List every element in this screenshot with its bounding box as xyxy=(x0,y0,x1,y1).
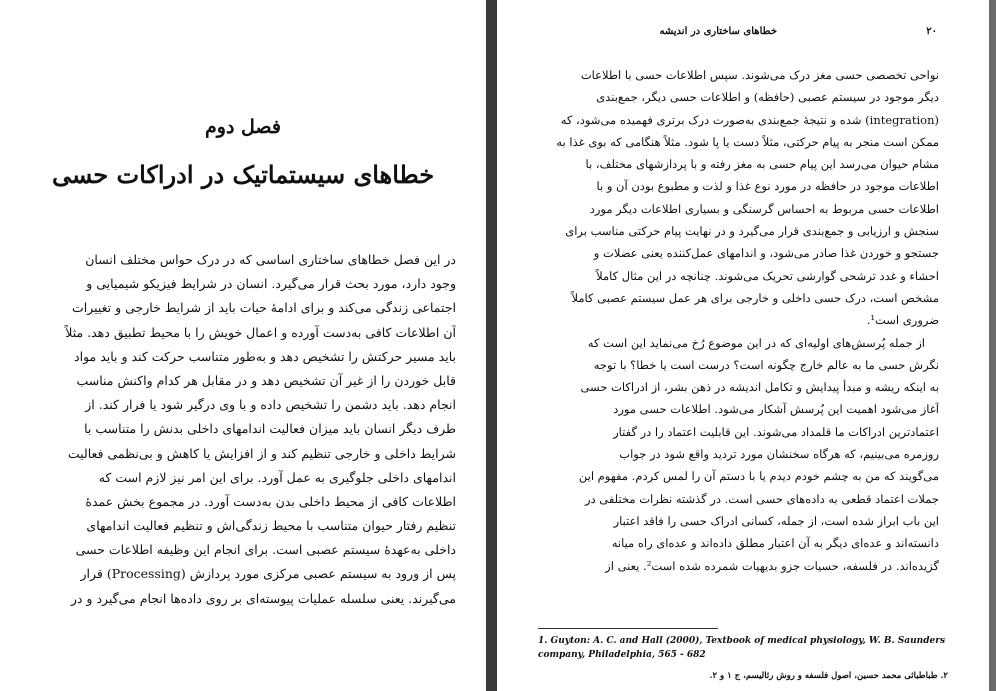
text-line: اطلاعات موجود در حافظه در مورد نوع غذا و لذت و مطبوع بودن آن و با xyxy=(596,179,939,194)
text-line: مشخص است، درک حسی داخلی و خارجی برای هر عمل سیستم عصبی کاملاً xyxy=(571,290,939,305)
text-line: وجود دارد، مورد بحث قرار می‌گیرد. انسان در شرایط فیزیکو شیمیایی و xyxy=(86,276,456,292)
text-line: شرایط داخلی و خارجی تنظیم کند و از افزایش یا کاهش و بی‌نظمی فعالیت xyxy=(67,445,456,461)
footnote-divider xyxy=(538,628,718,629)
running-head-title: خطاهای ساختاری در اندیشه xyxy=(659,26,777,37)
text-line: ممکن است منجر به پیام حرکتی، مثلاً دست یا پا شود. مثلاً هنگامی که بوی غذا به xyxy=(556,134,939,149)
text-line: باید مسیر حرکتش را تشخیص دهد و به‌طور متناسب حرکت کند و باید مواد xyxy=(74,348,456,364)
text-line: تنظیم رفتار حیوان متناسب با محیط زندگی‌اش و تنظیم فعالیت اندامهای xyxy=(86,518,456,534)
next-page-edge xyxy=(989,0,996,691)
text-line: روزمره می‌بینیم، که هرگاه سخنشان مورد تردید واقع شود در جواب xyxy=(619,447,939,462)
left-body-text xyxy=(40,248,456,611)
text-line: از جمله پُرسش‌های اولیه‌ای که در این موضوع رُخ می‌نماید این است که xyxy=(587,335,925,350)
chapter-title: خطاهای سیستماتیک در ادراکات حسی xyxy=(51,160,435,189)
book-gutter xyxy=(486,0,497,691)
text-line: مشام حیوان می‌رسد این پیام حسی به مغز رفته و با پردازشهای مختلف، با xyxy=(585,157,939,172)
text-line: می‌گیرند. یعنی سلسله عملیات پیوسته‌ای بر روی داده‌ها انجام می‌گیرد و در xyxy=(70,590,456,606)
text-line: می‌گویند که من به چشم خودم دیدم یا با دستم آن را لمس کردم. مفهوم این xyxy=(578,469,939,484)
text-line: نواحی تخصصی حسی مغز درک می‌شوند. سپس اطلاعات حسی با اطلاعات xyxy=(580,68,939,82)
text-line: ضروری است¹. xyxy=(866,313,939,328)
page-number: ۲۰ xyxy=(926,26,937,37)
chapter-label: فصل دوم xyxy=(205,116,281,138)
text-line: نگرش حسی ما به عالم خارج چگونه است؟ درست است یا خطا؟ با توجه xyxy=(593,357,939,372)
text-line: داخلی به‌عهدهٔ سیستم عصبی است. برای انجام این وظیفه اطلاعات حسی xyxy=(75,542,456,558)
text-line: دیگر موجود در سیستم عصبی (حافظه) و اطلاعات حسی دیگر، جمع‌بندی xyxy=(596,90,939,105)
text-line: این باب ابراز شده است، از جمله، کسانی ادراک حسی را فاقد اعتبار xyxy=(613,513,939,528)
text-line: جملات اعتماد قطعی به داده‌های حسی است. در گذشته نظرات مختلفی در xyxy=(584,491,939,506)
text-line: به اینکه ریشه و مبدأ پیدایش و تکامل اندیشه در ذهن بشر، از ادراکات حسی xyxy=(580,380,939,395)
text-line: دانسته‌اند و عده‌ای دیگر به آن اعتبار مطلق داده‌اند و عده‌ای راه میانه xyxy=(611,536,939,551)
text-line: جستجو و خوردن غذا صادر می‌شود، و اندامهای عمل‌کننده یعنی عضلات و xyxy=(593,246,939,261)
right-body-text xyxy=(538,64,939,577)
text-line: پس از ورود به سیستم عصبی مرکزی مورد پردازش (Processing) قرار xyxy=(80,566,456,582)
footnote-1: 1. Guyton: A. C. and Hall (2000), Textbook of medical physiology, W. B. Saunders company, Philadelphia, 565 - 682 xyxy=(538,636,946,660)
text-line: (integration) شده و نتیجهٔ جمع‌بندی به‌صورت درک برتری فهمیده می‌شود، که xyxy=(560,112,939,127)
text-line: اندامهای داخلی جلوگیری به عمل آورد. برای این امر نیز لازم است که xyxy=(98,469,456,485)
text-line: آغاز می‌شود اهمیت این پُرسش آشکار می‌شود. اطلاعات حسی مورد xyxy=(613,402,939,417)
text-line: سنجش و ارزیابی و جمع‌بندی قرار می‌گیرد و در نهایت پیام حرکتی مناسب برای xyxy=(565,224,939,239)
text-line: اطلاعات حسی مربوط به احساس گرسنگی و بسیاری اطلاعات دیگر مورد xyxy=(589,201,939,216)
text-line: در این فصل خطاهای ساختاری اساسی که در درک حواس مختلف انسان xyxy=(85,252,456,267)
text-line: طرف دیگر انسان باید میزان فعالیت اندامهای داخلی بدنش را متناسب با xyxy=(84,421,456,437)
text-line: انجام دهد. باید دشمن را تشخیص داده و با وی درگیر شود یا فرار کند. از xyxy=(85,397,456,413)
text-line: گزیده‌اند. در فلسفه، حسیات جزو بدیهیات شمرده شده است². یعنی از xyxy=(605,558,939,573)
text-line: اجتماعی زندگی می‌کند و برای ادامهٔ حیات باید از شرایط خارجی و تغییرات xyxy=(71,300,456,316)
text-line: احشاء و غدد ترشحی گوارشی تحریک می‌شوند. چنانچه در این مثال کاملاً xyxy=(596,268,939,283)
running-header xyxy=(537,26,937,42)
footnote-2: ۲. طباطبائی محمد حسین، اصول فلسفه و روش رئالیسم، ج ۱ و ۲. xyxy=(709,671,948,681)
text-line: اعتمادترین ادراکات ما قلمداد می‌شوند. این قابلیت اعتماد را در گفتار xyxy=(613,424,939,439)
right-book-page xyxy=(497,0,996,691)
left-book-page xyxy=(0,0,486,691)
text-line: قابل خوردن را از غیر آن تشخیص دهد و در مقابل هر کدام واکنش مناسب xyxy=(76,372,456,388)
text-line: اطلاعات کافی از محیط داخلی بدن به‌دست آورد. در مجموع بخش عمدهٔ xyxy=(85,493,456,509)
text-line: آن اطلاعات کافی به‌دست آورده و اعمال خویش را با محیط تطبیق دهد. مثلاً xyxy=(65,324,456,340)
